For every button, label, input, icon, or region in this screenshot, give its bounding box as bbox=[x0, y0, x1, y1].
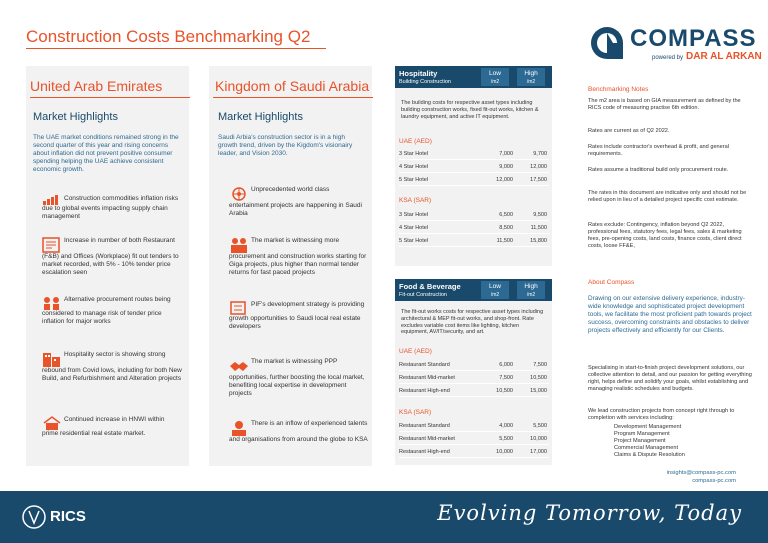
about-lead: Drawing on our extensive delivery experience, industry-wide knowledge and sophisticated project development tools, we facilitate the most proficient path towards project success, overcoming constraints and obstacles to deliver projects effectively and efficiently for our Clients. bbox=[588, 295, 752, 334]
logo-parent: powered by DAR AL ARKAN bbox=[652, 51, 762, 62]
row-name: 4 Star Hotel bbox=[399, 164, 429, 170]
row-high-value: 9,700 bbox=[533, 151, 547, 157]
uae-heading-rule bbox=[30, 97, 190, 98]
title-underline bbox=[26, 48, 326, 49]
row-name: 5 Star Hotel bbox=[399, 177, 429, 183]
ksa-highlight-3: PIF's development strategy is providing growth opportunities to Saudi local real estate developers bbox=[229, 301, 365, 330]
row-low-value: 10,500 bbox=[496, 388, 513, 394]
uae-highlight-1: Construction commodities inflation risks due to global events impacting supply chain management bbox=[42, 195, 179, 220]
row-low-value: 10,000 bbox=[496, 449, 513, 455]
service-item: Program Management bbox=[614, 431, 670, 437]
row-low-value: 5,500 bbox=[499, 436, 513, 442]
fnb-header bbox=[395, 279, 552, 301]
table-row bbox=[399, 148, 549, 160]
row-low-value: 7,000 bbox=[499, 151, 513, 157]
row-low-value: 6,500 bbox=[499, 212, 513, 218]
hospitality-uae-label: UAE (AED) bbox=[399, 138, 432, 145]
uae-highlight-3: Alternative procurement routes being considered to manage risk of tender price inflation for major works bbox=[42, 296, 171, 325]
service-item: Project Management bbox=[614, 438, 666, 444]
row-high-value: 15,800 bbox=[530, 238, 547, 244]
uae-intro: The UAE market conditions remained strong in the second quarter of this year and rising concerns about inflation did not prevent positive consumer spending helping the UAE achieve consistent economic growth. bbox=[33, 134, 179, 173]
footer-bar bbox=[0, 491, 768, 543]
rics-wordmark: RICS bbox=[50, 508, 86, 525]
fnb-description: The fit-out works costs for respective asset types including architectural & MEP fit-out works, and shop-front. Rate excludes variable cost items like lighting, kitchen equipment, AV/IT/security, and art. bbox=[401, 309, 544, 336]
note-3: Rates include contractor's overhead & profit, and general requirements. bbox=[588, 144, 729, 157]
table-row bbox=[399, 420, 549, 432]
note-5: The rates in this document are indicative only and should not be relied upon in lieu of a detailed project specific cost estimate. bbox=[588, 190, 747, 203]
ksa-heading-rule bbox=[213, 97, 373, 98]
row-name: Restaurant Mid-market bbox=[399, 375, 455, 381]
ksa-heading: Kingdom of Saudi Arabia bbox=[215, 78, 370, 94]
row-name: Restaurant Mid-market bbox=[399, 436, 455, 442]
hospitality-ksa-label: KSA (SAR) bbox=[399, 197, 432, 204]
contact-website[interactable]: compass-pc.com bbox=[692, 478, 736, 484]
uae-market-highlights-title: Market Highlights bbox=[33, 111, 118, 123]
rics-logo bbox=[22, 505, 102, 529]
notes-heading: Benchmarking Notes bbox=[588, 86, 649, 93]
residential-icon bbox=[42, 416, 62, 430]
footer-slogan: Evolving Tomorrow, Today bbox=[437, 501, 742, 525]
table-row bbox=[399, 359, 549, 371]
uae-highlight-4: Hospitality sector is showing strong rebound from Covid lows, including for both New Build, and Refurbishment and Alteration projects bbox=[42, 351, 182, 382]
table-row bbox=[399, 385, 549, 397]
hospitality-high-header: High /m2 bbox=[517, 68, 545, 86]
row-name: Restaurant Standard bbox=[399, 362, 450, 368]
hospitality-subtitle: Building Construction bbox=[399, 79, 451, 85]
row-low-value: 6,000 bbox=[499, 362, 513, 368]
bar-chart-icon bbox=[42, 195, 62, 205]
row-high-value: 12,000 bbox=[530, 164, 547, 170]
note-2: Rates are current as of Q2 2022. bbox=[588, 128, 670, 134]
entertainment-icon bbox=[229, 186, 249, 202]
uae-heading: United Arab Emirates bbox=[30, 78, 163, 94]
hospitality-title: Hospitality bbox=[399, 69, 438, 78]
talent-globe-icon bbox=[229, 420, 249, 436]
logo-wordmark: COMPASS bbox=[630, 25, 757, 52]
service-item: Commercial Management bbox=[614, 445, 679, 451]
row-low-value: 9,000 bbox=[499, 164, 513, 170]
ksa-market-highlights-title: Market Highlights bbox=[218, 111, 303, 123]
uae-highlight-5: Continued increase in HNWI within prime residential real estate market. bbox=[42, 416, 165, 437]
ksa-highlight-2: The market is witnessing more procurement and construction works starting for Giga projects, plus higher than normal tender returns for fast paced projects bbox=[229, 237, 367, 276]
ksa-highlight-1: Unprecedented world class entertainment projects are happening in Saudi Arabia bbox=[229, 186, 362, 217]
row-low-value: 7,500 bbox=[499, 375, 513, 381]
table-row bbox=[399, 222, 549, 234]
hotel-building-icon bbox=[42, 351, 62, 367]
row-high-value: 7,500 bbox=[533, 362, 547, 368]
row-low-value: 11,500 bbox=[496, 238, 513, 244]
contact-email[interactable]: insights@compass-pc.com bbox=[666, 470, 736, 476]
row-high-value: 10,000 bbox=[530, 436, 547, 442]
row-low-value: 12,000 bbox=[496, 177, 513, 183]
fnb-panel bbox=[395, 279, 552, 465]
row-name: Restaurant High-end bbox=[399, 388, 450, 394]
contract-icon bbox=[42, 237, 62, 253]
about-paragraph-2: We lead construction projects from concept right through to completion with services including: bbox=[588, 408, 735, 421]
row-high-value: 11,500 bbox=[530, 225, 547, 231]
handshake-icon bbox=[229, 358, 249, 374]
ksa-highlight-4: The market is witnessing PPP opportunities, further boosting the local market, benefiting local expertise in development projects bbox=[229, 358, 365, 397]
note-1: The m2 area is based on GIA measurement as defined by the RICS code of measuring practise 6th edition. bbox=[588, 98, 741, 111]
table-row bbox=[399, 446, 549, 458]
hospitality-panel bbox=[395, 66, 552, 266]
table-row bbox=[399, 235, 549, 247]
row-name: 4 Star Hotel bbox=[399, 225, 429, 231]
row-high-value: 5,500 bbox=[533, 423, 547, 429]
row-high-value: 10,500 bbox=[530, 375, 547, 381]
investment-document-icon bbox=[229, 301, 249, 315]
fnb-low-header: Low /m2 bbox=[481, 281, 509, 299]
service-item: Development Management bbox=[614, 424, 682, 430]
fnb-uae-label: UAE (AED) bbox=[399, 348, 432, 355]
about-heading: About Compass bbox=[588, 279, 635, 286]
rics-emblem-icon bbox=[22, 505, 46, 529]
row-name: Restaurant Standard bbox=[399, 423, 450, 429]
table-row bbox=[399, 174, 549, 186]
hospitality-low-header: Low /m2 bbox=[481, 68, 509, 86]
hospitality-description: The building costs for respective asset types including building construction works, fixed fit-out works, kitchen & laundry equipment, and active IT equipment. bbox=[401, 100, 539, 120]
ksa-highlight-5: There is an inflow of experienced talents and organisations from around the globe to KSA bbox=[229, 420, 368, 443]
ksa-column bbox=[209, 66, 372, 466]
note-6: Rates exclude: Contingency, inflation beyond Q2 2022, professional fees, statutory fees, legal fees, sales & marketing fees, pre-opening costs, land costs, finance costs, client direct costs, loose FF&E, bbox=[588, 222, 742, 249]
row-high-value: 17,000 bbox=[530, 449, 547, 455]
table-row bbox=[399, 433, 549, 445]
fnb-title: Food & Beverage bbox=[399, 282, 461, 291]
about-paragraph-1: Specialising in start-to-finish project development solutions, our collective attention to detail, and our passion for getting everything right, helps define and solidify your goals, whilst establishing and managing realistic schedules and budgets. bbox=[588, 365, 752, 392]
table-row bbox=[399, 161, 549, 173]
ksa-intro: Saudi Arbia's construction sector is in a high growth trend, driven by the Kigdom's visionairy leader, and Vision 2030. bbox=[218, 134, 353, 157]
table-row bbox=[399, 372, 549, 384]
row-high-value: 17,500 bbox=[530, 177, 547, 183]
fnb-high-header: High /m2 bbox=[517, 281, 545, 299]
row-low-value: 4,000 bbox=[499, 423, 513, 429]
page-title: Construction Costs Benchmarking Q2 bbox=[26, 27, 311, 46]
construction-workers-icon bbox=[229, 237, 249, 253]
compass-icon bbox=[590, 26, 624, 60]
hospitality-header bbox=[395, 66, 552, 88]
row-low-value: 8,500 bbox=[499, 225, 513, 231]
compass-logo bbox=[590, 25, 762, 62]
table-row bbox=[399, 209, 549, 221]
people-network-icon bbox=[42, 296, 62, 310]
service-item: Claims & Dispute Resolution bbox=[614, 452, 685, 458]
row-name: 3 Star Hotel bbox=[399, 212, 429, 218]
note-4: Rates assume a traditional build only procurement route. bbox=[588, 167, 729, 173]
uae-highlight-2: Increase in number of both Restaurant (F&B) and Offices (Workplace) fit out tenders to market recorded, with 5% - 10% tender price escalation seen bbox=[42, 237, 179, 276]
fnb-subtitle: Fit-out Construction bbox=[399, 292, 447, 298]
row-name: Restaurant High-end bbox=[399, 449, 450, 455]
uae-column bbox=[26, 66, 189, 466]
row-name: 5 Star Hotel bbox=[399, 238, 429, 244]
row-high-value: 9,500 bbox=[533, 212, 547, 218]
row-high-value: 15,000 bbox=[530, 388, 547, 394]
fnb-ksa-label: KSA (SAR) bbox=[399, 409, 432, 416]
row-name: 3 Star Hotel bbox=[399, 151, 429, 157]
